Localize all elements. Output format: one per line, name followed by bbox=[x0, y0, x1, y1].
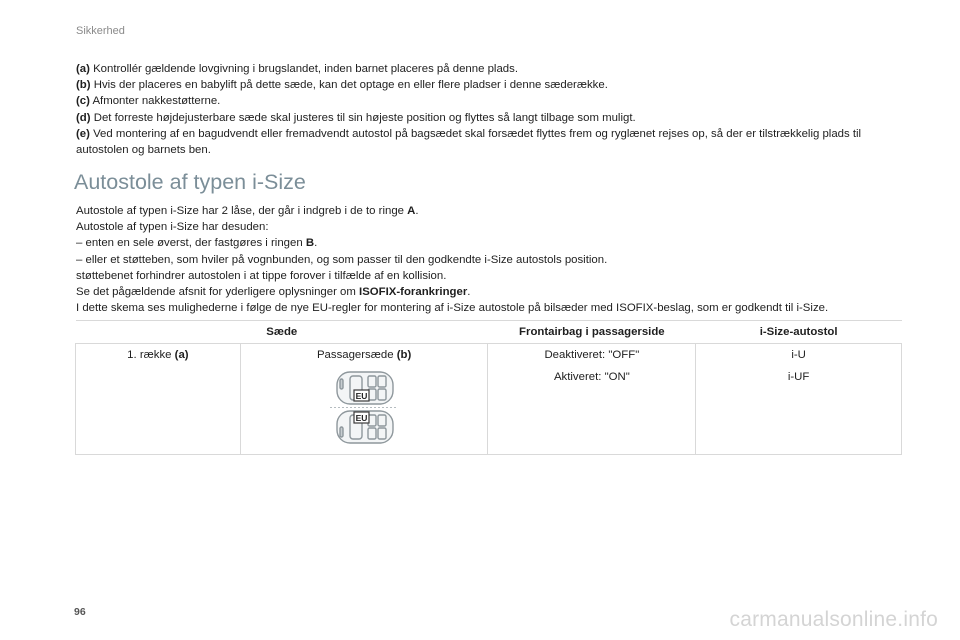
airbag-off: Deaktiveret: "OFF" bbox=[544, 349, 640, 361]
body-line: I dette skema ses mulighederne i følge de nye EU-regler for montering af i-Size autostole på bilsæder med ISOFIX-beslag, som er godkendt til i-Size. bbox=[76, 302, 829, 315]
body-line: støttebenet forhindrer autostolen i at tippe forover i tilfælde af en kollision. bbox=[76, 269, 447, 282]
isize-table bbox=[75, 320, 902, 455]
header-isize: i-Size-autostol bbox=[696, 321, 902, 344]
page-number: 96 bbox=[74, 606, 86, 618]
seat-badge-icon bbox=[354, 412, 369, 423]
note-d: (d) Det forreste højdejusterbare sæde skal justeres til sin højeste position og flyttes så langt tilbage som muligt. bbox=[76, 111, 636, 124]
note-a: (a) Kontrollér gældende lovgivning i brugslandet, inden barnet placeres på denne plads. bbox=[76, 63, 518, 75]
section-header: Sikkerhed bbox=[76, 25, 125, 37]
car-seat-diagram bbox=[328, 369, 400, 447]
table-row bbox=[76, 344, 902, 455]
body-line: – enten en sele øverst, der fastgøres i ringen B. bbox=[76, 237, 318, 250]
body-line: Se det pågældende afsnit for yderligere oplysninger om ISOFIX-forankringer. bbox=[76, 286, 471, 299]
note-b: (b) Hvis der placeres en babylift på dette sæde, kan det optage en eller flere pladser i denne sæderække. bbox=[76, 79, 608, 92]
body-line: Autostole af typen i-Size har desuden: bbox=[76, 221, 269, 234]
footnotes bbox=[76, 61, 912, 158]
body-line: Autostole af typen i-Size har 2 låse, der går i indgreb i de to ringe A. bbox=[76, 205, 419, 217]
seat-cell: Passagersæde (b) EU EU bbox=[240, 344, 488, 455]
isize-off: i-U bbox=[791, 349, 806, 361]
table-header-row bbox=[76, 321, 902, 344]
note-c: (c) Afmonter nakkestøtterne. bbox=[76, 95, 221, 108]
svg-text:EU: EU bbox=[355, 413, 368, 423]
isize-cell bbox=[696, 344, 902, 455]
section-body bbox=[76, 203, 912, 316]
note-e: (e) Ved montering af en bagudvendt eller fremadvendt autostol på bagsædet skal forsædet flyttes frem og ryglænet rejses op, så der er tilstrækkelig plads til autostolen og barnets ben. bbox=[76, 127, 862, 157]
row-label-cell: 1. række (a) bbox=[76, 344, 241, 455]
airbag-cell bbox=[488, 344, 696, 455]
header-seat: Sæde bbox=[76, 321, 488, 344]
seat-badge-icon bbox=[354, 390, 369, 401]
svg-text:EU: EU bbox=[355, 391, 368, 401]
watermark: carmanualsonline.info bbox=[729, 608, 938, 631]
header-airbag: Frontairbag i passagerside bbox=[488, 321, 696, 344]
airbag-on: Aktiveret: "ON" bbox=[553, 371, 630, 383]
body-line: – eller et støtteben, som hviler på vognbunden, og som passer til den godkendte i-Size autostols position. bbox=[76, 253, 608, 266]
isize-on: i-UF bbox=[787, 371, 810, 383]
section-title: Autostole af typen i-Size bbox=[74, 170, 306, 194]
